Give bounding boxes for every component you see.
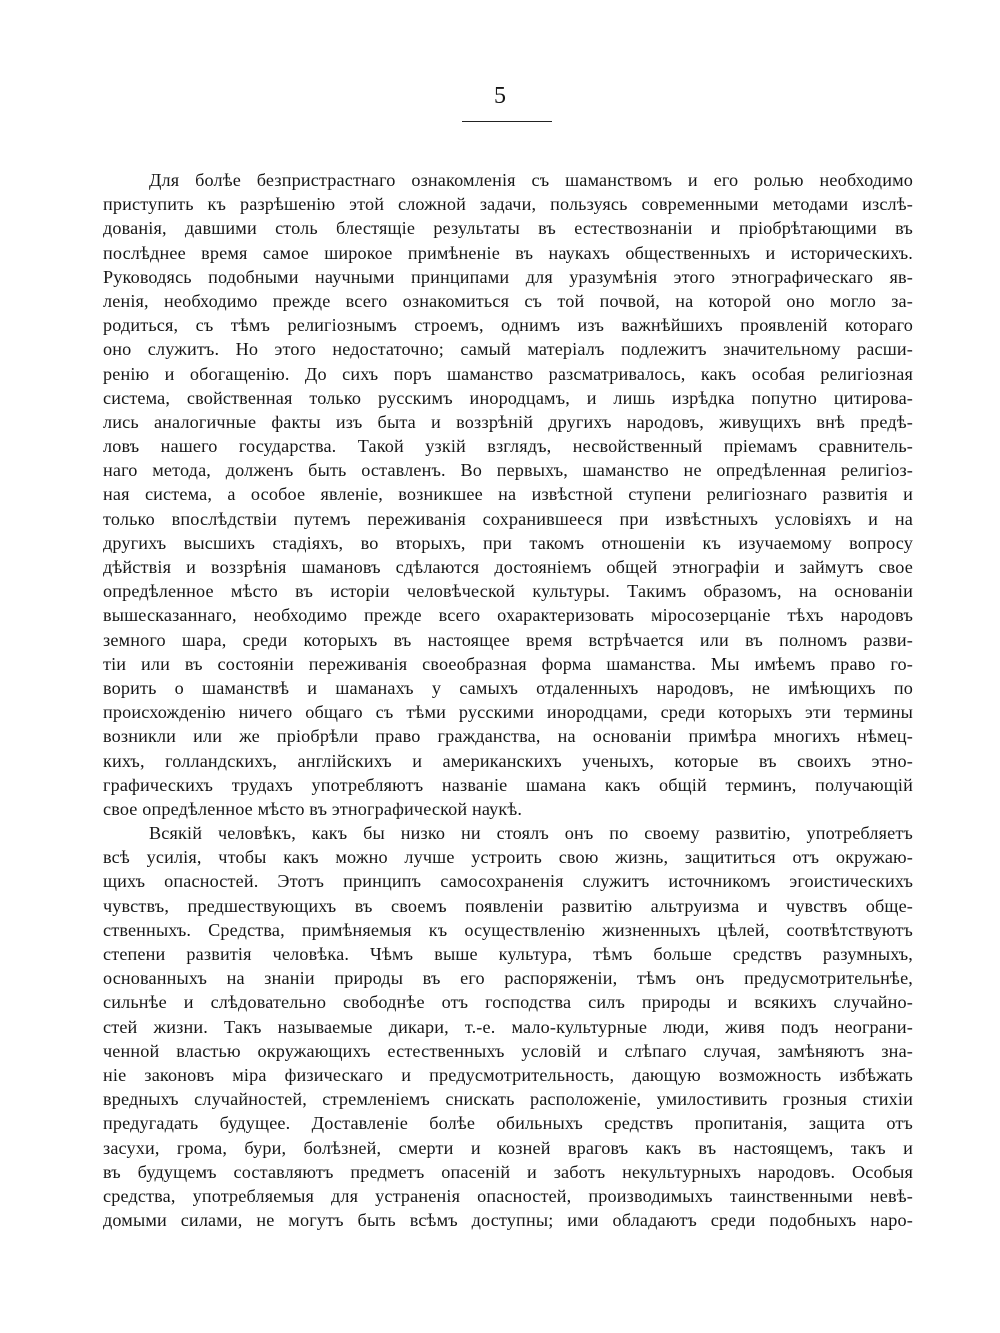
- text-line: чувствъ, предшествующихъ въ своемъ появленіи развитію альтруизма и чувствъ обще-: [103, 895, 913, 916]
- text-line: земного шара, среди которыхъ въ настоящее время встрѣчается или въ полномъ разви-: [103, 629, 913, 650]
- text-line: только впослѣдствіи путемъ переживанія сохранившееся при извѣстныхъ условіяхъ и на: [103, 508, 913, 529]
- text-line: вышесказаннаго, необходимо прежде всего охарактеризовать міросозерцаніе тѣхъ народовъ: [103, 605, 913, 626]
- text-line: стей жизни. Такъ называемые дикари, т.-е. мало-культурные люди, живя подъ неограни-: [103, 1016, 913, 1037]
- text-line: средства, употребляемыя для устраненія опасностей, производимыхъ таинственными невѣ-: [103, 1185, 913, 1206]
- text-line: возникли или же пріобрѣли право гражданства, на основаніи примѣра многихъ нѣмец-: [103, 726, 913, 747]
- text-line: свое опредѣленное мѣсто въ этнографической наукѣ.: [103, 798, 523, 819]
- text-line: предугадать будущее. Доставленіе болѣе обильныхъ средствъ пропитанія, защита отъ: [103, 1113, 913, 1134]
- text-line: ственныхъ. Средства, примѣняемыя къ осуществленію жизненныхъ цѣлей, соотвѣтствуютъ: [103, 919, 913, 940]
- text-line: наго метода, долженъ быть оставленъ. Во первыхъ, шаманство не опредѣленная религіоз-: [103, 460, 913, 481]
- header-rule: [462, 121, 552, 122]
- text-line: дѣйствія и воззрѣнія шамановъ сдѣлаются достояніемъ общей этнографіи и займутъ свое: [103, 557, 913, 577]
- text-line: ренію и обогащенію. До сихъ поръ шаманство разсматривалось, какъ особая религіозная: [103, 363, 913, 384]
- text-line: Для болѣе безпристрастнаго ознакомленія съ шаманствомъ и его ролью необходимо: [149, 170, 913, 190]
- text-line: кихъ, голландскихъ, англійскихъ и американскихъ ученыхъ, которые въ своихъ этно-: [103, 750, 913, 771]
- page-number: 5: [494, 83, 506, 109]
- text-line: вредныхъ случайностей, стремленіемъ снискать расположеніе, умилостивить грозныя стихіи: [103, 1089, 913, 1110]
- text-line: въ будущемъ составляютъ предметъ опасеній и заботъ некультурныхъ народовъ. Особыя: [103, 1161, 913, 1182]
- text-line: родиться, съ тѣмъ религіознымъ строемъ, однимъ изъ важнѣйшихъ проявленій котораго: [103, 315, 913, 336]
- text-line: домыми силами, не могутъ быть всѣмъ доступны; ими обладаютъ среди подобныхъ наро-: [103, 1210, 913, 1231]
- text-line: опредѣленное мѣсто въ исторіи человѣческой культуры. Такимъ образомъ, на основаніи: [103, 581, 913, 602]
- text-line: тіи или въ состояніи переживанія своеобразная форма шаманства. Мы имѣемъ право го-: [103, 653, 913, 674]
- text-line: Всякій человѣкъ, какъ бы низко ни стоялъ онъ по своему развитію, употребляетъ: [149, 823, 913, 844]
- text-line: щихъ опасностей. Этотъ принципъ самосохраненія служитъ источникомъ эгоистическихъ: [103, 871, 913, 892]
- paragraph-1: [103, 168, 913, 821]
- body-text: [103, 168, 913, 1232]
- paragraph-2: [103, 821, 913, 1232]
- text-line: система, свойственная только русскимъ инородцамъ, и лишь изрѣдка попутно цитирова-: [103, 387, 913, 408]
- text-line: графическихъ трудахъ употребляютъ названіе шамана какъ общій терминъ, получающій: [103, 774, 913, 795]
- text-line: дованія, давшими столь блестящіе результаты въ естествознаніи и пріобрѣтающими въ: [103, 218, 913, 239]
- text-line: степени развитія человѣка. Чѣмъ выше культура, тѣмъ больше средствъ разумныхъ,: [103, 944, 913, 964]
- text-line: ворить о шаманствѣ и шаманахъ у самыхъ отдаленныхъ народовъ, не имѣющихъ по: [103, 677, 913, 698]
- text-line: оно служитъ. Но этого недостаточно; самый матеріалъ подлежитъ значительному расши-: [103, 339, 913, 360]
- text-line: лись аналогичные факты изъ быта и воззрѣній другихъ народовъ, живущихъ внѣ предѣ-: [103, 411, 913, 432]
- text-line: происхожденію ничего общаго съ тѣми русскими инородцами, среди которыхъ эти термины: [103, 702, 913, 723]
- text-line: другихъ высшихъ стадіяхъ, во вторыхъ, при такомъ отношеніи къ изучаемому вопросу: [103, 532, 913, 553]
- text-line: ная система, а особое явленіе, возникшее на извѣстной ступени религіознаго развитія и: [103, 484, 913, 505]
- text-line: приступить къ разрѣшенію этой сложной задачи, пользуясь современными методами изслѣ-: [103, 194, 913, 215]
- text-line: Руководясь подобными научными принципами для уразумѣнія этого этнографическаго яв-: [103, 266, 913, 287]
- text-line: ніе законовъ міра физическаго и предусмотрительность, дающую возможность избѣжать: [103, 1064, 913, 1085]
- text-line: ченной властью окружающихъ естественныхъ условій и слѣпаго случая, замѣняютъ зна-: [103, 1040, 913, 1061]
- text-line: всѣ усилія, чтобы какъ можно лучше устроить свою жизнь, защититься отъ окружаю-: [103, 847, 913, 868]
- text-line: послѣднее время самое широкое примѣненіе въ наукахъ общественныхъ и историческихъ.: [103, 242, 913, 263]
- text-line: ленія, необходимо прежде всего ознакомиться съ той почвой, на которой оно могло за-: [103, 290, 913, 311]
- text-line: основанныхъ на знаніи природы въ его распоряженіи, тѣмъ онъ предусмотрительнѣе,: [103, 968, 913, 989]
- text-line: ловъ нашего государства. Такой узкій взглядъ, несвойственный пріемамъ сравнитель-: [103, 436, 913, 457]
- text-line: засухи, грома, бури, болѣзней, смерти и козней враговъ какъ въ настоящемъ, такъ и: [103, 1137, 913, 1158]
- text-line: сильнѣе и слѣдовательно свободнѣе отъ господства силъ природы и всякихъ случайно-: [103, 992, 913, 1013]
